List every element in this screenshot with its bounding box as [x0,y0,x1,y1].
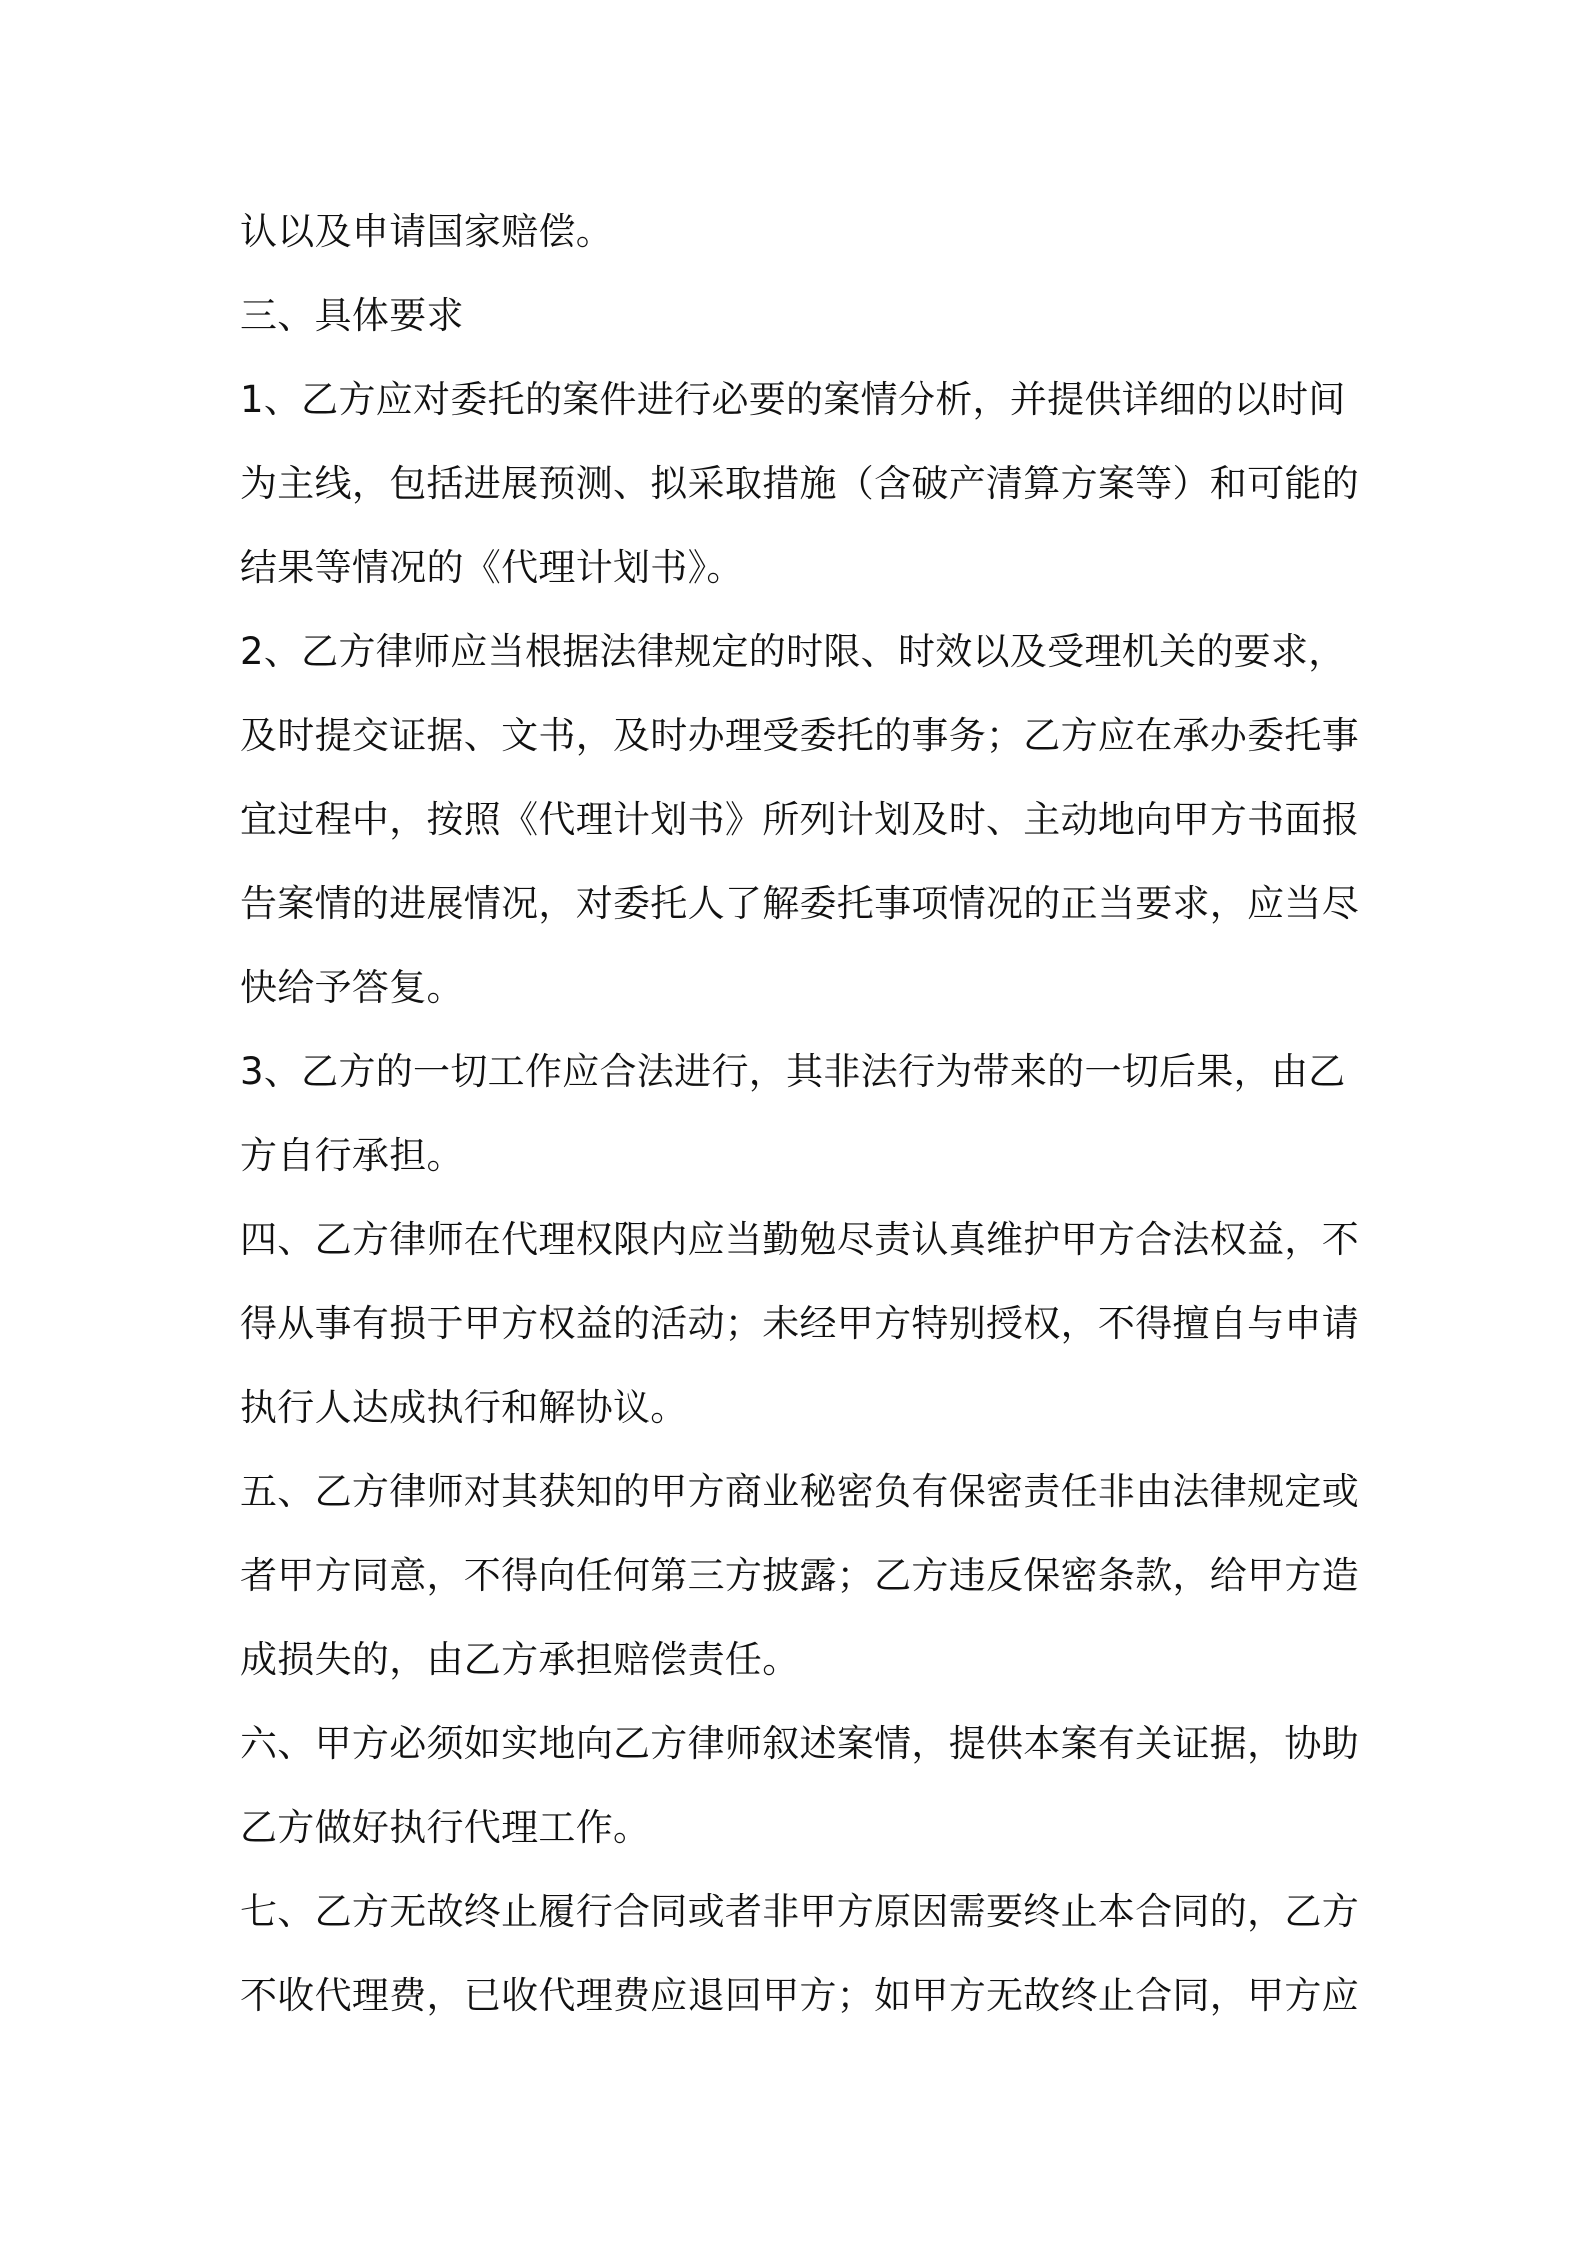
text-line: 不收代理费，已收代理费应退回甲方；如甲方无故终止合同，甲方应 [240,1974,1359,2017]
text-line: 认以及申请国家赔偿。 [240,210,613,253]
section-heading: 三、具体要求 [240,294,464,337]
text-line: 2、乙方律师应当根据法律规定的时限、时效以及受理机关的要求， [240,630,1346,673]
text-line: 1、乙方应对委托的案件进行必要的案情分析，并提供详细的以时间 [240,378,1346,421]
text-line: 五、乙方律师对其获知的甲方商业秘密负有保密责任非由法律规定或 [240,1470,1359,1513]
text-line: 者甲方同意，不得向任何第三方披露；乙方违反保密条款，给甲方造 [240,1554,1359,1597]
text-line: 及时提交证据、文书，及时办理受委托的事务；乙方应在承办委托事 [240,714,1359,757]
text-line: 得从事有损于甲方权益的活动；未经甲方特别授权，不得擅自与申请 [240,1302,1359,1345]
text-line: 六、甲方必须如实地向乙方律师叙述案情，提供本案有关证据，协助 [240,1722,1359,1765]
text-line: 为主线，包括进展预测、拟采取措施（含破产清算方案等）和可能的 [240,462,1359,505]
document-body [240,190,1360,2038]
text-line: 七、乙方无故终止履行合同或者非甲方原因需要终止本合同的，乙方 [240,1890,1359,1933]
text-line: 乙方做好执行代理工作。 [240,1806,651,1849]
text-line: 执行人达成执行和解协议。 [240,1386,688,1429]
text-line: 3、乙方的一切工作应合法进行，其非法行为带来的一切后果，由乙 [240,1050,1346,1093]
text-line: 成损失的，由乙方承担赔偿责任。 [240,1638,800,1681]
text-line: 告案情的进展情况，对委托人了解委托事项情况的正当要求，应当尽 [240,882,1359,925]
text-line: 宜过程中，按照《代理计划书》所列计划及时、主动地向甲方书面报 [240,798,1359,841]
text-line: 方自行承担。 [240,1134,464,1177]
text-line: 四、乙方律师在代理权限内应当勤勉尽责认真维护甲方合法权益，不 [240,1218,1359,1261]
text-line: 结果等情况的《代理计划书》。 [240,546,744,589]
text-line: 快给予答复。 [240,966,464,1009]
